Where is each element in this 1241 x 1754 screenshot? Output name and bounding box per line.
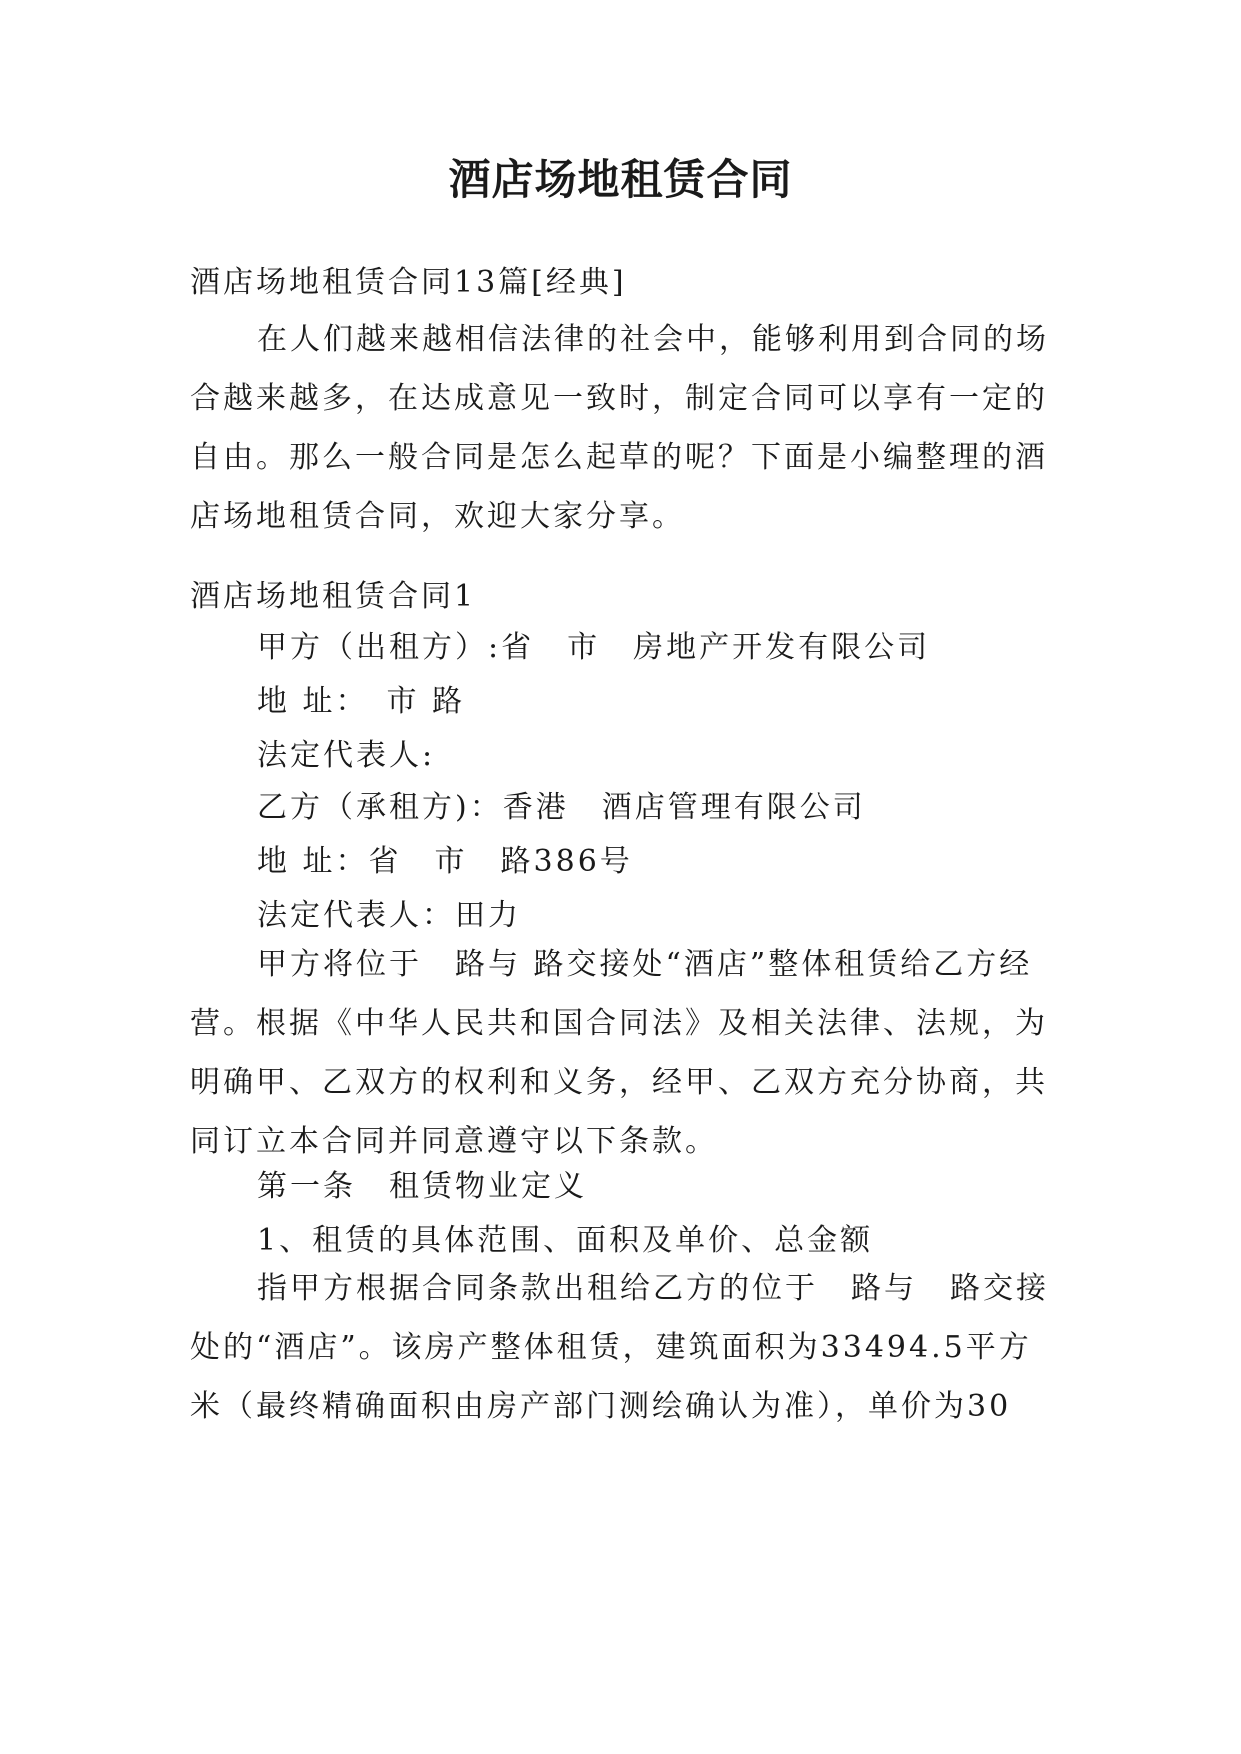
party-b-address: 地 址：省 市 路386号 xyxy=(257,844,633,879)
party-a-line: 甲方（出租方）:省 市 房地产开发有限公司 xyxy=(257,630,931,665)
party-b-representative: 法定代表人：田力 xyxy=(257,898,521,933)
document-subtitle: 酒店场地租赁合同13篇[经典] xyxy=(190,265,627,300)
intro-paragraph: 在人们越来越相信法律的社会中，能够利用到合同的场合越来越多，在达成意见一致时，制定合同可以享有一定的自由。那么一般合同是怎么起草的呢？下面是小编整理的酒店场地租赁合同，欢迎大家分享。 xyxy=(190,322,1049,534)
section-heading: 酒店场地租赁合同1 xyxy=(190,579,477,614)
clause-item: 1、租赁的具体范围、面积及单价、总金额 xyxy=(257,1223,874,1258)
party-a-representative: 法定代表人: xyxy=(257,738,436,773)
party-a-address: 地 址： 市 路 xyxy=(257,684,466,719)
party-b-line: 乙方（承租方)：香港 酒店管理有限公司 xyxy=(257,790,866,825)
article-heading: 第一条 租赁物业定义 xyxy=(257,1169,587,1204)
document-title: 酒店场地租赁合同 xyxy=(448,155,793,204)
clause-paragraph: 指甲方根据合同条款出租给乙方的位于 路与 路交接处的“酒店”。该房产整体租赁，建筑面积为33494.5平方米（最终精确面积由房产部门测绘确认为准），单价为30 xyxy=(190,1271,1049,1424)
lease-paragraph: 甲方将位于 路与 路交接处“酒店”整体租赁给乙方经营。根据《中华人民共和国合同法》及相关法律、法规，为明确甲、乙双方的权利和义务，经甲、乙双方充分协商，共同订立本合同并同意遵守以下条款。 xyxy=(190,947,1048,1159)
